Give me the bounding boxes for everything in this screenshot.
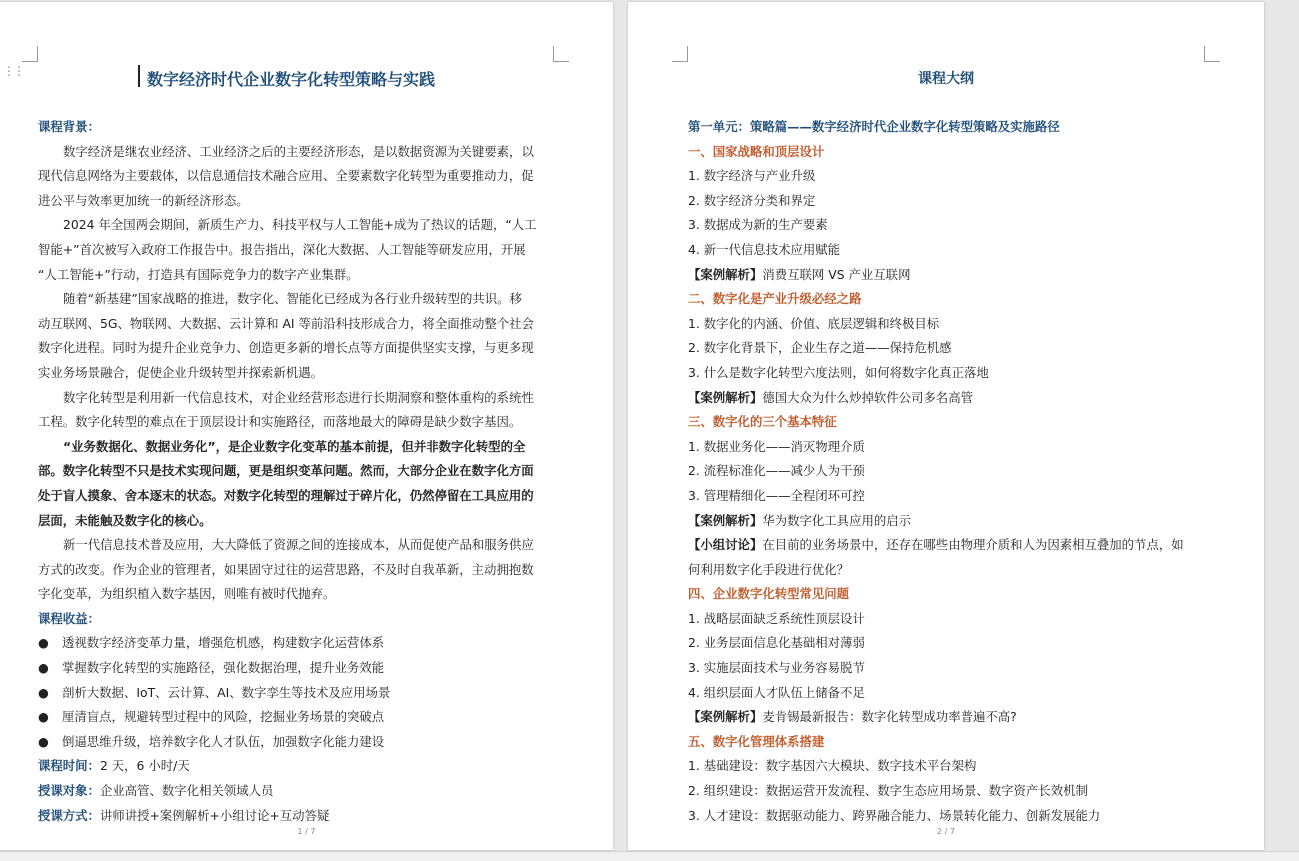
paragraph-line: 字化变革，为组织植入数字基因，则唯有被时代抛弃。 [38, 586, 336, 602]
outline-item: 2. 组织建设：数据运营开发流程、数字生态应用场景、数字资产长效机制 [688, 783, 1088, 799]
outline-item: 2. 业务层面信息化基础相对薄弱 [688, 635, 865, 651]
outline-item: 3. 什么是数字化转型六度法则，如何将数字化真正落地 [688, 364, 989, 380]
drag-handle-icon[interactable]: ⋮⋮ [3, 64, 23, 78]
bullet-icon: ● [38, 733, 49, 749]
outline-item: 1. 基础建设：数字基因六大模块、数字技术平台架构 [688, 758, 977, 774]
paragraph-line: 层面，未能触及数字化的核心。 [38, 512, 212, 528]
list-item-text: 剖析大数据、IoT、云计算、AI、数字孪生等技术及应用场景 [62, 684, 391, 700]
document-page-1 [0, 2, 613, 850]
case-label: 【案例解析】 [688, 709, 763, 725]
bullet-icon: ● [38, 635, 49, 651]
page-number: 1 / 7 [297, 827, 316, 836]
paragraph-line: 2024 年全国两会期间，新质生产力、科技平权与人工智能+成为了热议的话题，“人工 [63, 217, 537, 233]
case-line [688, 263, 1218, 288]
discussion-label: 【小组讨论】 [688, 537, 763, 553]
audience-value: 企业高管、数字化相关领域人员 [99, 783, 274, 799]
paragraph-line: 现代信息网络为主要载体，以信息通信技术融合应用、全要素数字化转型为重要推动力，促 [38, 168, 534, 184]
section-heading: 一、国家战略和顶层设计 [688, 143, 825, 159]
paragraph-line: 进公平与效率更加统一的新经济形态。 [38, 192, 249, 208]
page-number: 2 / 7 [937, 827, 955, 836]
list-item-text: 厘清盲点，规避转型过程中的风险，挖掘业务场景的突破点 [62, 709, 385, 725]
section-heading: 三、数字化的三个基本特征 [688, 414, 837, 430]
case-text: 麦肯锡最新报告：数字化转型成功率普遍不高? [762, 709, 1017, 725]
closing-paragraph [38, 533, 558, 607]
paragraph-line: 数字经济是继农业经济、工业经济之后的主要经济形态，是以数据资源为关键要素，以 [63, 143, 534, 159]
outline-item: 2. 数字经济分类和界定 [688, 192, 816, 208]
page1-body[interactable] [38, 115, 558, 828]
case-line [688, 386, 1218, 411]
section-heading: 五、数字化管理体系搭建 [688, 733, 825, 749]
list-item [38, 656, 558, 681]
bullet-icon: ● [38, 660, 49, 676]
background-heading: 课程背景： [38, 119, 100, 134]
case-text: 消费互联网 VS 产业互联网 [762, 266, 911, 282]
background-paragraphs [38, 140, 558, 435]
crop-mark-top-left [22, 46, 38, 62]
paragraph-line: 实业务场景融合，促使企业升级转型并探索新机遇。 [38, 364, 323, 380]
paragraph-line: 数字化进程。同时为提升企业竞争力、创造更多新的增长点等方面提供坚实支撑，与更多现 [38, 340, 534, 356]
paragraph-line: 数字化转型是利用新一代信息技术，对企业经营形态进行长期洞察和整体重构的系统性 [63, 389, 534, 405]
paragraph-line: “人工智能+”行动，打造具有国际竞争力的数字产业集群。 [38, 266, 359, 282]
list-item-text: 倒逼思维升级，培养数字化人才队伍，加强数字化能力建设 [62, 733, 385, 749]
outline-item: 3. 实施层面技术与业务容易脱节 [688, 660, 865, 676]
method-line [38, 804, 558, 829]
status-bar [0, 851, 1299, 861]
paragraph-line: 动互联网、5G、物联网、大数据、云计算和 AI 等前沿科技形成合力，将全面推动整个社会 [38, 315, 534, 331]
section-items [688, 607, 1218, 705]
list-item-text: 透视数字经济变革力量，增强危机感，构建数字化运营体系 [62, 635, 385, 651]
outline-item: 3. 人才建设：数据驱动能力、跨界融合能力、场景转化能力、创新发展能力 [688, 807, 1101, 823]
case-label: 【案例解析】 [688, 266, 763, 282]
crop-mark-top-right [1204, 46, 1220, 62]
outline-sections [688, 140, 1218, 534]
page2-body[interactable] [688, 115, 1218, 828]
course-time-line [38, 754, 558, 779]
section-heading: 二、数字化是产业升级必经之路 [688, 291, 862, 307]
list-item [38, 705, 558, 730]
bullet-icon: ● [38, 709, 49, 725]
document-title: 数字经济时代企业数字化转型策略与实践 [147, 70, 436, 89]
outline-item: 4. 组织层面人才队伍上储备不足 [688, 684, 865, 700]
case-line [688, 509, 1218, 534]
discussion-text-1: 在目前的业务场景中，还存在哪些由物理介质和人为因素相互叠加的节点，如 [762, 537, 1184, 553]
outline-item: 2. 数字化背景下，企业生存之道——保持危机感 [688, 340, 952, 356]
discussion-text-2: 何利用数字化手段进行优化？ [688, 561, 850, 577]
outline-item: 3. 数据成为新的生产要素 [688, 217, 828, 233]
list-item-text: 掌握数字化转型的实施路径，强化数据治理，提升业务效能 [62, 660, 385, 676]
paragraph-line: 新一代信息技术普及应用，大大降低了资源之间的连接成本，从而促使产品和服务供应 [63, 537, 534, 553]
method-label: 授课方式： [38, 807, 100, 823]
section-heading: 四、企业数字化转型常见问题 [688, 586, 850, 602]
paragraph-line: 部。数字化转型不只是技术实现问题，更是组织变革问题。然而，大部分企业在数字化方面 [38, 463, 534, 479]
outline-item: 1. 数字经济与产业升级 [688, 168, 816, 184]
paragraph-line: 工程。数字化转型的难点在于顶层设计和实施路径，而落地最大的障碍是缺少数字基因。 [38, 414, 522, 430]
case-label: 【案例解析】 [688, 389, 763, 405]
list-item [38, 681, 558, 706]
case-text: 华为数字化工具应用的启示 [762, 512, 912, 528]
list-item [38, 631, 558, 656]
paragraph-line: 智能+”首次被写入政府工作报告中。报告指出，深化大数据、人工智能等研发应用，开展 [38, 241, 526, 257]
section-items [688, 754, 1218, 828]
unit-heading: 第一单元：策略篇——数字经济时代企业数字化转型策略及实施路径 [688, 119, 1060, 134]
case-line [688, 705, 1218, 730]
paragraph-line: 处于盲人摸象、舍本逐末的状态。对数字化转型的理解过于碎片化，仍然停留在工具应用的 [38, 487, 534, 503]
outline-item: 4. 新一代信息技术应用赋能 [688, 241, 841, 257]
discussion-block [688, 533, 1218, 558]
case-label: 【案例解析】 [688, 512, 763, 528]
paragraph-line: 随着“新基建”国家战略的推进，数字化、智能化已经成为各行业升级转型的共识。移 [63, 291, 522, 307]
outline-title: 课程大纲 [918, 71, 974, 87]
outline-item: 3. 管理精细化——全程闭环可控 [688, 487, 865, 503]
paragraph-line: “业务数据化、数据业务化”，是企业数字化变革的基本前提，但并非数字化转型的全 [63, 438, 526, 454]
course-time-value: 2 天，6 小时/天 [99, 758, 190, 774]
audience-line [38, 779, 558, 804]
paragraph-line: 方式的改变。作为企业的管理者，如果固守过往的运营思路，不及时自我革新，主动拥抱数 [38, 561, 534, 577]
benefit-heading: 课程收益： [38, 610, 100, 626]
outline-item: 2. 流程标准化——减少人为干预 [688, 463, 865, 479]
text-cursor [138, 65, 140, 87]
crop-mark-top-left [672, 46, 688, 62]
case-text: 德国大众为什么炒掉软件公司多名高管 [762, 389, 973, 405]
audience-label: 授课对象： [38, 783, 100, 799]
outline-item: 1. 数字化的内涵、价值、底层逻辑和终极目标 [688, 315, 940, 331]
crop-mark-top-right [553, 46, 569, 62]
outline-item: 1. 数据业务化——消灭物理介质 [688, 438, 865, 454]
outline-item: 1. 战略层面缺乏系统性顶层设计 [688, 610, 865, 626]
document-page-2 [628, 2, 1264, 850]
course-time-label: 课程时间： [38, 758, 100, 774]
bullet-icon: ● [38, 684, 49, 700]
bold-paragraph [38, 435, 558, 533]
benefit-list [38, 631, 558, 754]
method-value: 讲师讲授+案例解析+小组讨论+互动答疑 [99, 807, 330, 823]
list-item [38, 730, 558, 755]
